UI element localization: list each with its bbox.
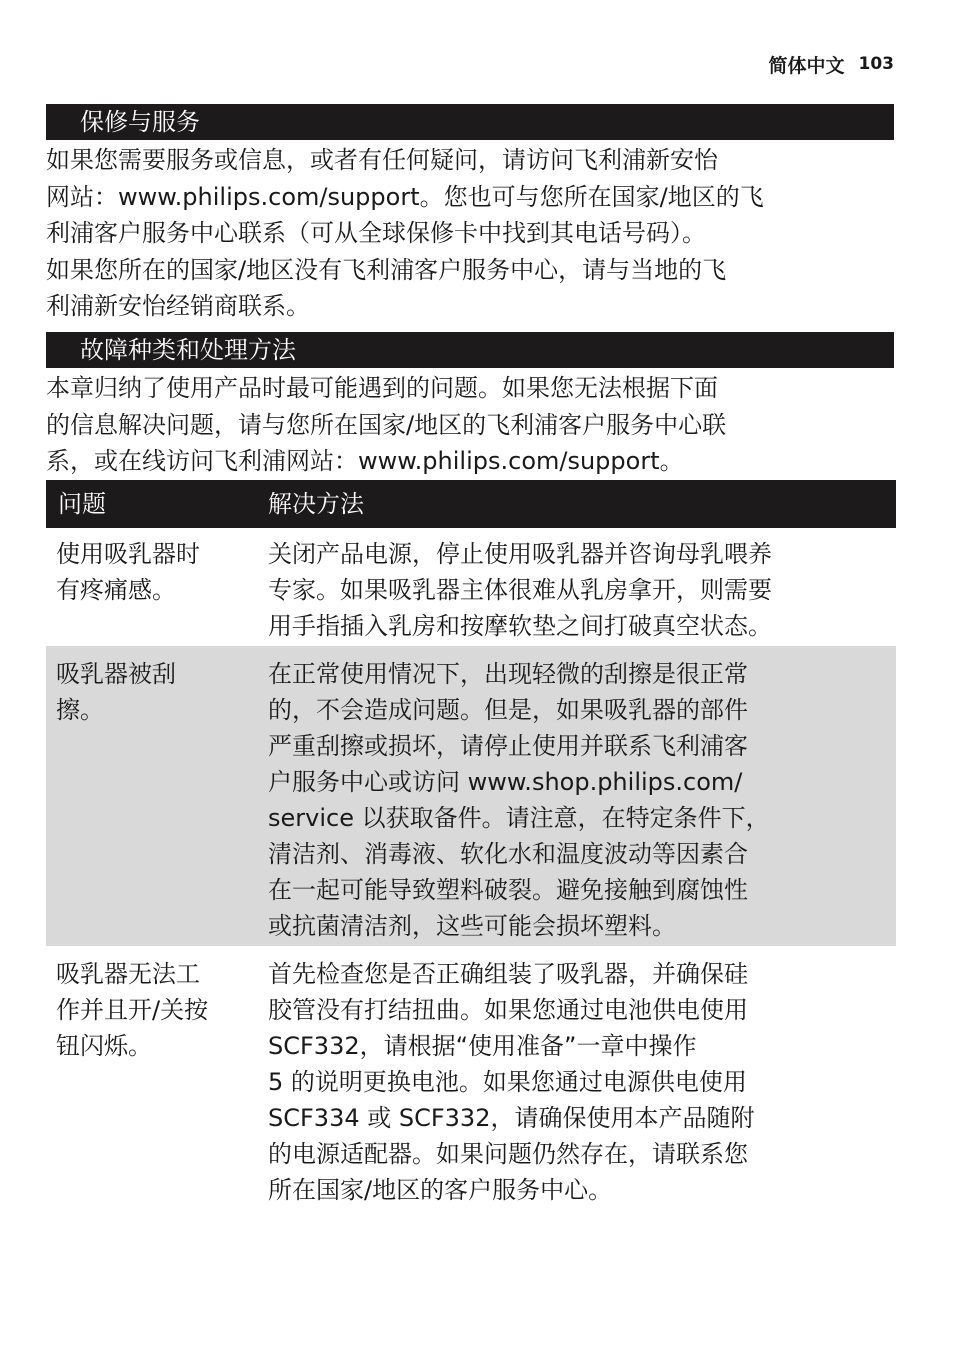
solution-cell xyxy=(268,656,898,944)
table-row xyxy=(46,646,896,946)
paragraph-line: 系，或在线访问飞利浦网站：www.philips.com/support。 xyxy=(46,447,684,475)
solution-cell xyxy=(268,956,898,1208)
cell-line: 5 的说明更换电池。如果您通过电源供电使用 xyxy=(268,1068,747,1096)
cell-line: 严重刮擦或损坏，请停止使用并联系飞利浦客 xyxy=(268,732,748,760)
cell-line: 专家。如果吸乳器主体很难从乳房拿开，则需要 xyxy=(268,576,772,604)
cell-line: 或抗菌清洁剂，这些可能会损坏塑料。 xyxy=(268,912,676,940)
warranty-paragraph xyxy=(46,142,906,325)
cell-line: 用手指插入乳房和按摩软垫之间打破真空状态。 xyxy=(268,612,772,640)
paragraph-line: 利浦客户服务中心联系（可从全球保修卡中找到其电话号码）。 xyxy=(46,219,706,247)
section-title-warranty: 保修与服务 xyxy=(46,104,894,140)
language-label: 简体中文 xyxy=(768,54,845,77)
paragraph-line: 如果您所在的国家/地区没有飞利浦客户服务中心，请与当地的飞 xyxy=(46,255,727,284)
section-title-troubleshooting: 故障种类和处理方法 xyxy=(46,332,894,368)
paragraph-line: 本章归纳了使用产品时最可能遇到的问题。如果您无法根据下面 xyxy=(46,374,718,402)
cell-line: 所在国家/地区的客户服务中心。 xyxy=(268,1176,613,1204)
table-row xyxy=(46,946,896,1216)
header-problem: 问题 xyxy=(58,490,106,518)
cell-line: SCF332，请根据“使用准备”一章中操作 xyxy=(268,1032,697,1060)
cell-line: 户服务中心或访问 www.shop.philips.com/ xyxy=(268,768,743,796)
cell-line: 有疼痛感。 xyxy=(56,576,176,604)
table-header xyxy=(46,480,896,528)
cell-line: 吸乳器被刮 xyxy=(56,660,176,688)
solution-cell xyxy=(268,536,898,644)
cell-line: 的电源适配器。如果问题仍然存在，请联系您 xyxy=(268,1140,748,1168)
page-header xyxy=(768,50,894,78)
cell-line: 擦。 xyxy=(56,696,104,724)
cell-line: 胶管没有打结扭曲。如果您通过电池供电使用 xyxy=(268,996,748,1024)
cell-line: 清洁剂、消毒液、软化水和温度波动等因素合 xyxy=(268,840,748,868)
cell-line: 在一起可能导致塑料破裂。避免接触到腐蚀性 xyxy=(268,876,748,904)
table-row xyxy=(46,528,896,646)
paragraph-line: 网站：www.philips.com/support。您也可与您所在国家/地区的飞 xyxy=(46,182,764,211)
cell-line: 在正常使用情况下，出现轻微的刮擦是很正常 xyxy=(268,660,748,688)
cell-line: service 以获取备件。请注意，在特定条件下， xyxy=(268,804,770,832)
problem-cell xyxy=(56,536,256,608)
cell-line: 作并且开/关按 xyxy=(56,996,209,1024)
troubleshooting-paragraph xyxy=(46,370,906,480)
page-number: 103 xyxy=(858,54,894,74)
cell-line: 吸乳器无法工 xyxy=(56,960,200,988)
cell-line: SCF334 或 SCF332，请确保使用本产品随附 xyxy=(268,1104,755,1132)
cell-line: 关闭产品电源，停止使用吸乳器并咨询母乳喂养 xyxy=(268,540,772,568)
cell-line: 的，不会造成问题。但是，如果吸乳器的部件 xyxy=(268,696,748,724)
problem-cell xyxy=(56,656,256,728)
paragraph-line: 的信息解决问题，请与您所在国家/地区的飞利浦客户服务中心联 xyxy=(46,410,727,439)
paragraph-line: 利浦新安怡经销商联系。 xyxy=(46,292,310,320)
cell-line: 使用吸乳器时 xyxy=(56,540,200,568)
cell-line: 首先检查您是否正确组装了吸乳器，并确保硅 xyxy=(268,960,748,988)
paragraph-line: 如果您需要服务或信息，或者有任何疑问，请访问飞利浦新安怡 xyxy=(46,146,718,174)
header-solution: 解决方法 xyxy=(268,490,364,518)
cell-line: 钮闪烁。 xyxy=(56,1032,152,1060)
problem-cell xyxy=(56,956,256,1064)
troubleshooting-table xyxy=(46,480,896,1216)
